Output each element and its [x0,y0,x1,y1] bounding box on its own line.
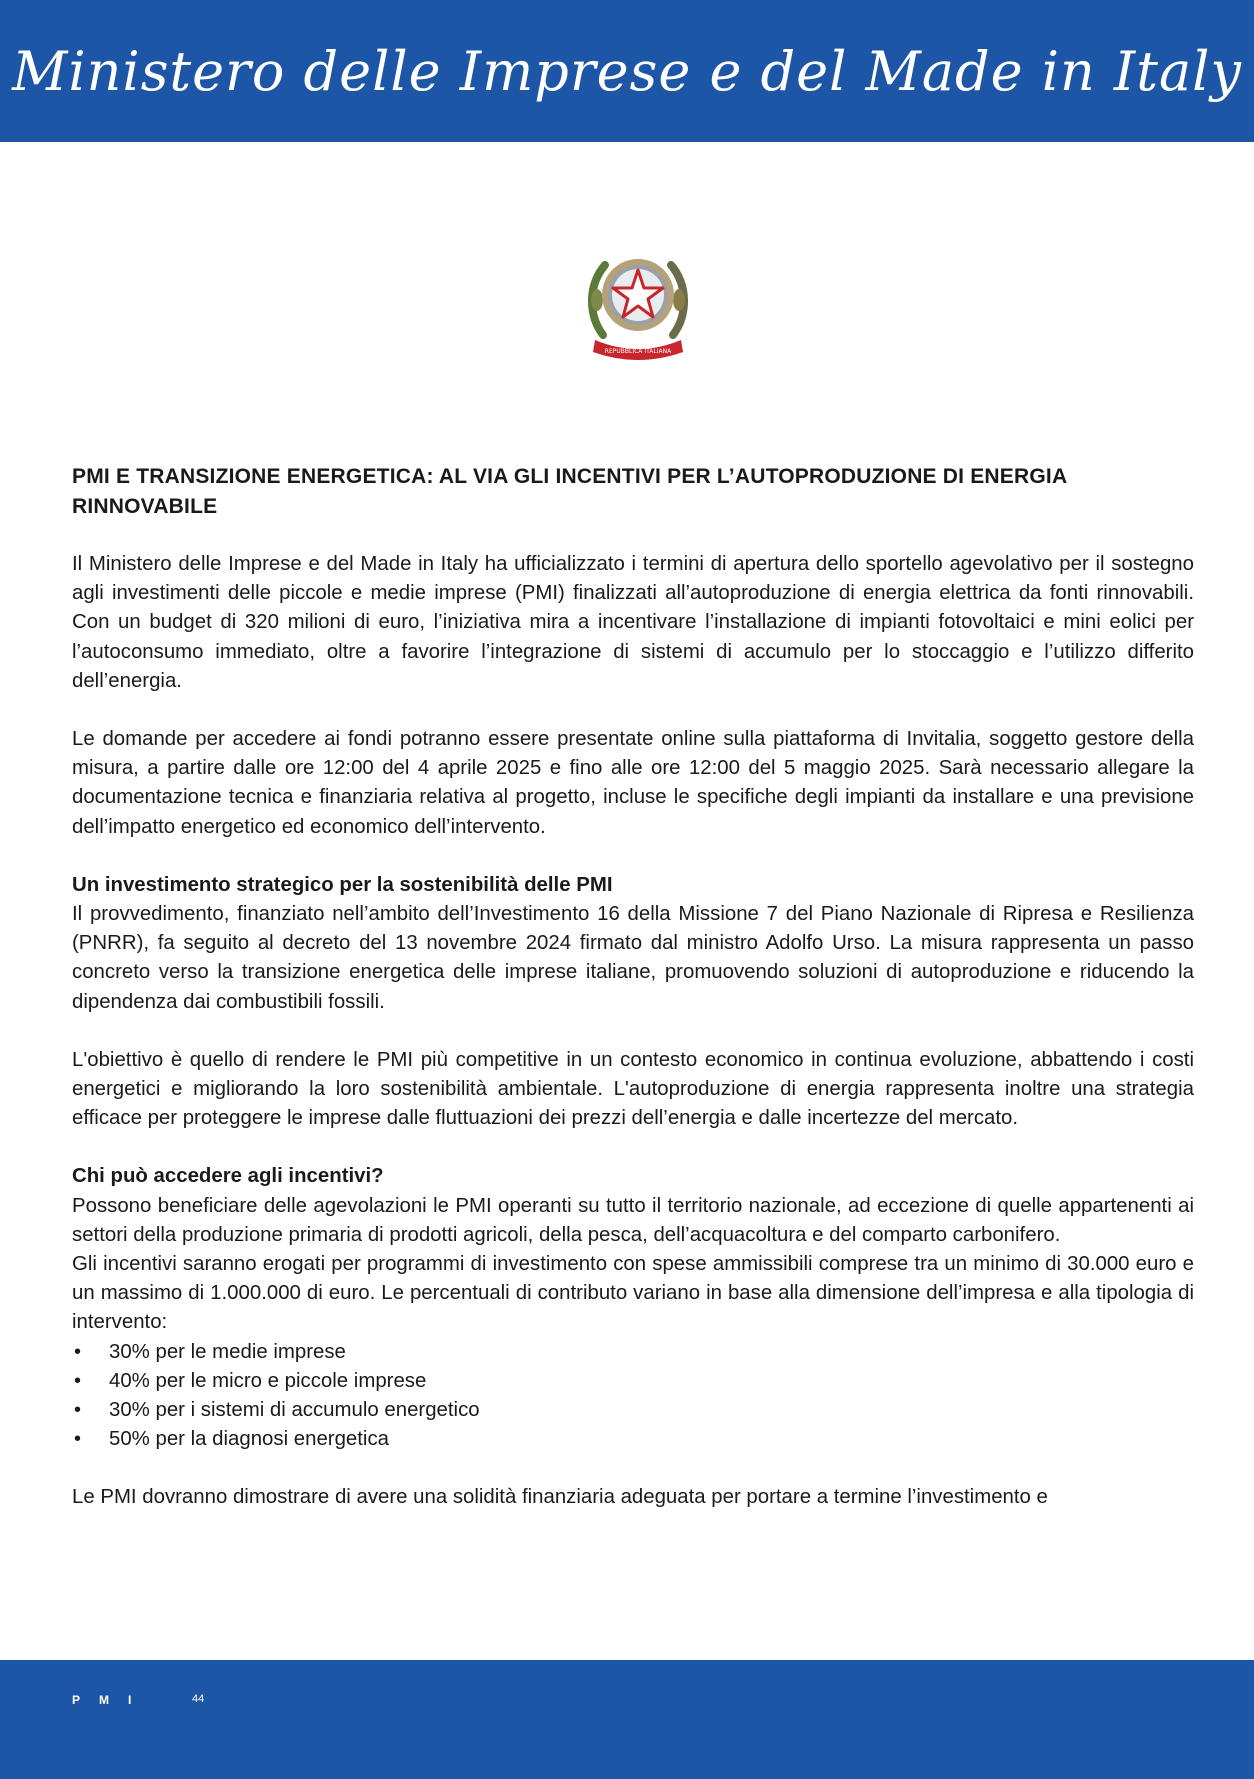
header-banner [0,0,1254,142]
list-item: • 30% per le medie imprese [72,1338,1194,1367]
emblem-ribbon-text: REPUBBLICA ITALIANA [604,348,672,355]
section-heading-who-can-apply: Chi può accedere agli incentivi? [72,1165,384,1188]
list-item: • 30% per i sistemi di accumulo energetico [72,1396,1194,1425]
article-title: PMI E TRANSIZIONE ENERGETICA: AL VIA GLI INCENTIVI PER L’AUTOPRODUZIONE DI ENERGIA RINNOVABILE [72,465,1067,518]
objective-paragraph: L'obiettivo è quello di rendere le PMI più competitive in un contesto economico in continua evoluzione, abbattendo i costi energetici e migliorando la loro sostenibilità ambientale. L'autoproduzione di energia rappresenta inoltre una strategia efficace per proteggere le imprese dalle fluttuazioni dei prezzi dell’energia e dalle incertezze del mercato. [72,1048,1194,1130]
list-item: • 40% per le micro e piccole imprese [72,1367,1194,1396]
bullet-icon: • [74,1340,82,1363]
closing-paragraph: Le PMI dovranno dimostrare di avere una solidità finanziaria adeguata per portare a termine l’investimento e [72,1486,1048,1509]
section-heading-strategic-investment: Un investimento strategico per la sostenibilità delle PMI [72,873,613,896]
footer-section-label: PMI [72,1693,151,1707]
eligible-expenses-paragraph: Gli incentivi saranno erogati per programmi di investimento con spese ammissibili comprese tra un minimo di 30.000 euro e un massimo di 1.000.000 di euro. Le percentuali di contributo variano in base alla dimensione dell’impresa e alla tipologia di intervento: [72,1253,1194,1334]
contribution-rates-list [72,1338,1194,1455]
page-number: 44 [192,1693,205,1705]
footer-banner [0,1660,1254,1779]
article [72,462,1194,1513]
ministry-name: Ministero delle Imprese e del Made in Italy [12,40,1242,103]
pnrr-paragraph: Il provvedimento, finanziato nell’ambito dell’Investimento 16 della Missione 7 del Piano Nazionale di Ripresa e Resilienza (PNRR), fa seguito al decreto del 13 novembre 2024 firmato dal ministro Adolfo Urso. La misura rappresenta un passo concreto verso la transizione energetica delle imprese italiane, promuovendo soluzioni di autoproduzione e riducendo la dipendenza dai combustibili fossili. [72,903,1194,1013]
intro-paragraph: Il Ministero delle Imprese e del Made in Italy ha ufficializzato i termini di apertura dello sportello agevolativo per il sostegno agli investimenti delle piccole e medie imprese (PMI) finalizzati all’autoproduzione di energia elettrica da fonti rinnovabili. Con un budget di 320 milioni di euro, l’iniziativa mira a incentivare l’installazione di impianti fotovoltaici e mini eolici per l’autoconsumo immediato, oltre a favorire l’integrazione di sistemi di accumulo per lo stoccaggio e l’utilizzo differito dell’energia. [72,553,1194,692]
bullet-icon: • [74,1399,82,1422]
bullet-icon: • [74,1428,82,1451]
list-item: • 50% per la diagnosi energetica [72,1425,1194,1454]
beneficiaries-paragraph: Possono beneficiare delle agevolazioni le PMI operanti su tutto il territorio nazionale, ad eccezione di quelle appartenenti ai settori della produzione primaria di prodotti agricoli, della pesca, dell’acquacoltura e del comparto carbonifero. [72,1194,1194,1246]
emblem-of-the-italian-republic [583,240,693,365]
application-paragraph: Le domande per accedere ai fondi potranno essere presentate online sulla piattaforma di Invitalia, soggetto gestore della misura, a partire dalle ore 12:00 del 4 aprile 2025 e fino alle ore 12:00 del 5 maggio 2025. Sarà necessario allegare la documentazione tecnica e finanziaria relativa al progetto, incluse le specifiche degli impianti da installare e una previsione dell’impatto energetico ed economico dell’intervento. [72,728,1194,838]
bullet-icon: • [74,1369,82,1392]
